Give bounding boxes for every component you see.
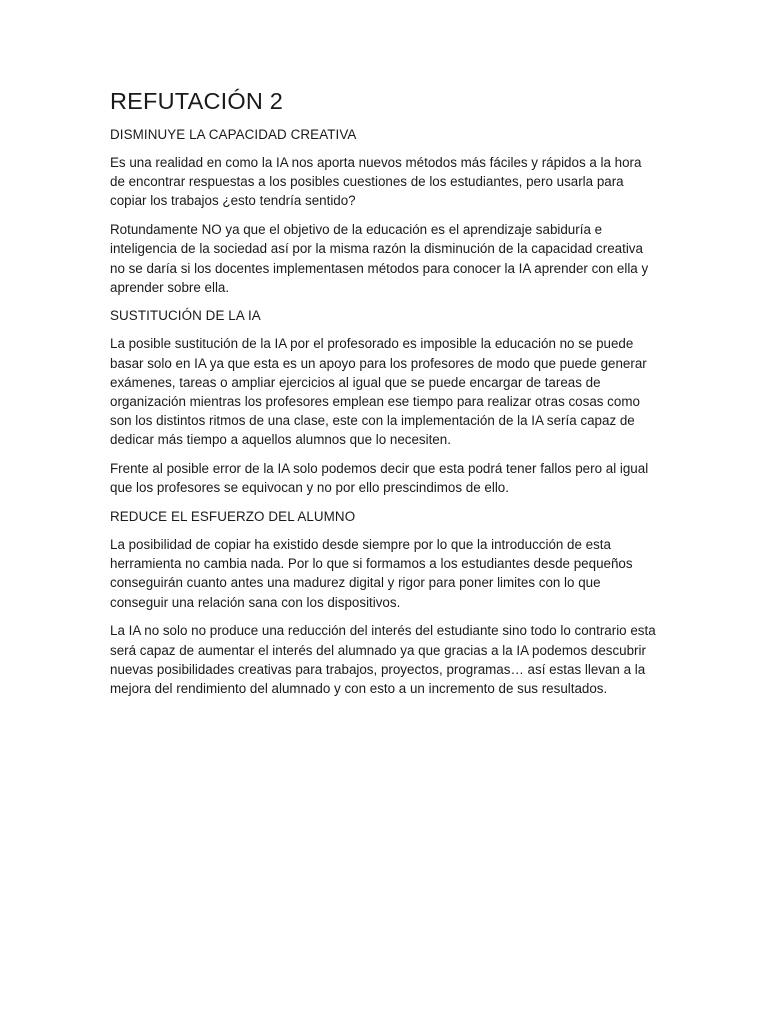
section-heading: DISMINUYE LA CAPACIDAD CREATIVA <box>110 127 357 142</box>
document-title: REFUTACIÓN 2 <box>110 88 284 114</box>
paragraph: La posible sustitución de la IA por el profesorado es imposible la educación no se puede basar solo en IA ya que esta es un apoyo para los profesores de modo que puede generar exámenes, tareas o ampliar ejercicios al igual que se puede encargar de tareas de organización mientras los profesores emplean ese tiempo para realizar otras cosas como son los distintos ritmos de una clase, este con la implementación de la IA sería capaz de dedicar más tiempo a aquellos alumnos que lo necesiten. <box>110 336 647 448</box>
section-heading: REDUCE EL ESFUERZO DEL ALUMNO <box>110 509 356 525</box>
section-sustitucion-ia <box>110 306 658 497</box>
paragraph: La posibilidad de copiar ha existido desde siempre por lo que la introducción de esta herramienta no cambia nada. Por lo que si formamos a los estudiantes desde pequeños conseguirán cuanto antes una madurez digital y rigor para poner limites con lo que conseguir una relación sana con los dispositivos. <box>110 537 633 610</box>
paragraph: Es una realidad en como la IA nos aporta nuevos métodos más fáciles y rápidos a la hora de encontrar respuestas a los posibles cuestiones de los estudiantes, pero usarla para copiar los trabajos ¿esto tendría sentido? <box>110 155 642 209</box>
paragraph: Frente al posible error de la IA solo podemos decir que esta podrá tener fallos pero al igual que los profesores se equivocan y no por ello prescindimos de ello. <box>110 461 649 496</box>
paragraph: La IA no solo no produce una reducción del interés del estudiante sino todo lo contrario esta será capaz de aumentar el interés del alumnado ya que gracias a la IA podemos descubrir nuevas posibilidades creativas para trabajos, proyectos, programas… así estas llevan a la mejora del rendimiento del alumnado y con esto a un incremento de sus resultados. <box>110 623 656 696</box>
paragraph: Rotundamente NO ya que el objetivo de la educación es el aprendizaje sabiduría e inteligencia de la sociedad así por la misma razón la disminución de la capacidad creativa no se daría si los docentes implementasen métodos para conocer la IA aprender con ella y aprender sobre ella. <box>110 222 649 295</box>
section-disminuye-capacidad <box>110 125 658 297</box>
section-heading: SUSTITUCIÓN DE LA IA <box>110 308 261 324</box>
document-body <box>110 86 658 708</box>
section-reduce-esfuerzo <box>110 507 658 698</box>
